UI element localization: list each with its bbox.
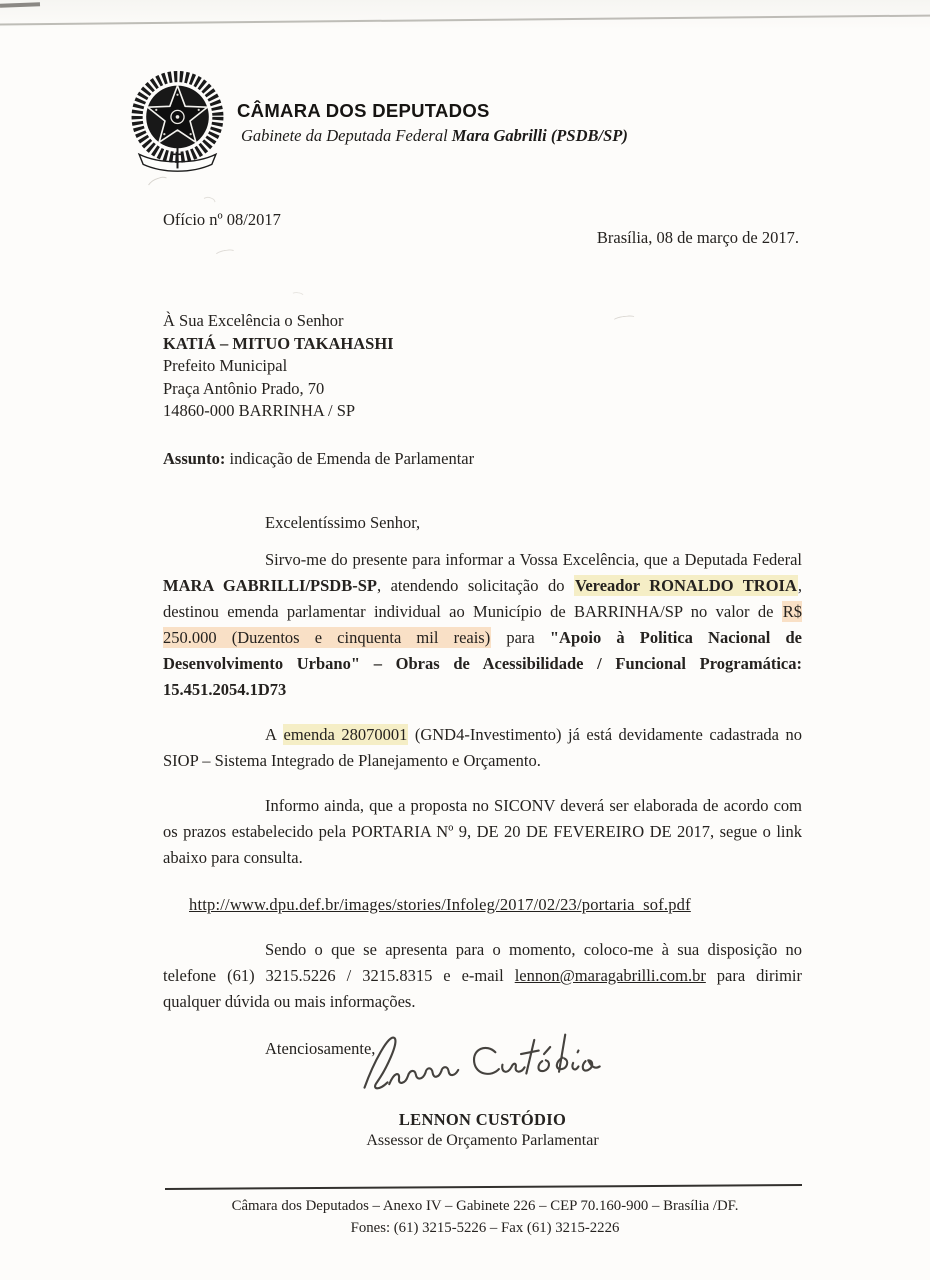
signer-name: LENNON CUSTÓDIO <box>398 1110 567 1129</box>
oficio-number: Ofício nº 08/2017 <box>163 210 281 229</box>
recipient-address: Praça Antônio Prado, 70 <box>163 378 325 398</box>
letter-body <box>163 209 802 1062</box>
letterhead-org-name: CÂMARA DOS DEPUTADOS <box>237 100 490 121</box>
scan-artifact-corner-mark <box>0 2 40 7</box>
recipient-city: 14860-000 BARRINHA / SP <box>163 401 356 421</box>
subject-line: Assunto: indicação de Emenda de Parlamentar <box>163 448 475 468</box>
portaria-link: http://www.dpu.def.br/images/stories/Infoleg/2017/02/23/portaria_sof.pdf <box>189 894 691 914</box>
signature-block <box>163 1024 802 1150</box>
footer-phones: Fones: (61) 3215-5226 – Fax (61) 3215-2226 <box>350 1220 620 1236</box>
recipient-block <box>163 310 802 423</box>
recipient-honorific: À Sua Excelência o Senhor <box>163 311 344 330</box>
footer <box>165 1186 805 1239</box>
dateline: Brasília, 08 de março de 2017. <box>596 228 799 247</box>
closing-salutation: Atenciosamente, <box>265 1038 376 1058</box>
footer-rule <box>165 1184 802 1190</box>
recipient-title: Prefeito Municipal <box>163 356 288 376</box>
brazil-coat-of-arms-icon <box>127 70 228 179</box>
recipient-name: KATIÁ – MITUO TAKAHASHI <box>163 333 394 353</box>
paragraph-1: Sirvo-me do presente para informar a Vossa Excelência, que a Deputada Federal MARA GABRILLI/PSDB-SP, atendendo solicitação do Vereador RONALDO TROIA, destinou emenda parlamentar individual ao Município de BARRINHA/SP no valor de R$ 250.000 (Duzentos e cinquenta mil reais) para "Apoio à Politica Nacional de Desenvolvimento Urbano" – Obras de Acessibilidade / Funcional Programática: 15.451.2054.1D73 <box>163 549 802 699</box>
footer-address: Câmara dos Deputados – Anexo IV – Gabinete 226 – CEP 70.160-900 – Brasília /DF. <box>231 1198 739 1214</box>
paragraph-2: A emenda 28070001 (GND4-Investimento) já está devidamente cadastrada no SIOP – Sistema Integrado de Planejamento e Orçamento. <box>163 724 802 770</box>
paragraph-3: Informo ainda, que a proposta no SICONV deverá ser elaborada de acordo com os prazos estabelecido pela PORTARIA Nº 9, DE 20 DE FEVEREIRO DE 2017, segue o link abaixo para consulta. <box>163 795 802 867</box>
paragraph-4: Sendo o que se apresenta para o momento, coloco-me à sua disposição no telefone (61) 3215.5226 / 3215.8315 e e-mail lennon@maragabrilli.com.br para dirimir qualquer dúvida ou mais informações. <box>163 939 802 1011</box>
scan-artifact-top-line <box>0 14 930 25</box>
signature-handwriting <box>333 1024 633 1108</box>
salutation: Excelentíssimo Senhor, <box>265 512 421 532</box>
letterhead-office-line: Gabinete da Deputada Federal Mara Gabrilli (PSDB/SP) <box>241 126 628 145</box>
signer-role: Assessor de Orçamento Parlamentar <box>366 1132 599 1149</box>
